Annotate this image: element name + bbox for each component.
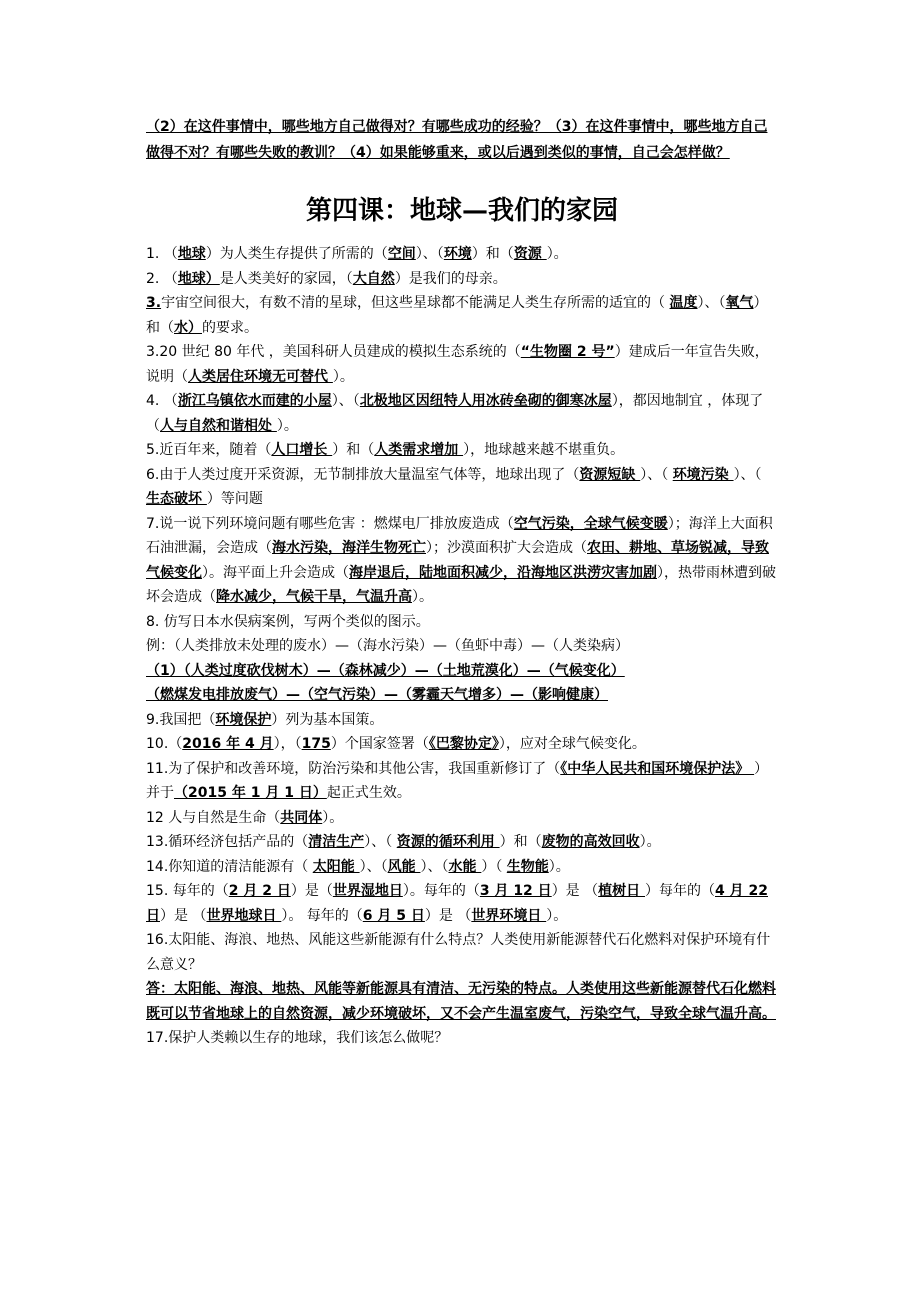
question-text: ）建成后一年宣告失败，说明（ [146,344,769,385]
question-text: ）。 [412,589,433,605]
question-text: ）是 （ [160,907,207,924]
question-text: 7.说一说下列环境问题有哪些危害 ：燃煤电厂排放废造成（ [146,515,514,532]
answer-text: 人类需求增加 [374,442,464,458]
question-text: ）是我们的母亲。 [394,270,507,287]
question-item [146,757,778,806]
question-text: ）、（ [331,393,360,409]
answer-text: 3. [146,295,162,311]
question-text: ）、（ [359,858,388,875]
question-text: 6.由于人类过度开采资源，无节制排放大量温室气体等，地球出现了（ [146,466,580,483]
question-text: 15. 每年的（ [146,883,229,899]
answer-text: 资源的循环利用 [396,834,500,850]
answer-text: 海水污染，海洋生物死亡 [272,540,426,556]
answer-text: 太阳能 [312,858,360,875]
question-text: ）。 [546,246,568,262]
question-item [146,610,778,635]
intro-paragraph: （2）在这件事情中，哪些地方自己做得对？有哪些成功的经验？（3）在这件事情中，哪些地方自己做得不对？有哪些失败的教训？（4）如果能够重来，或以后遇到类似的事情，自己会怎样做？ [146,119,768,161]
question-text: ）。 [639,834,661,850]
answer-text: 资源 [513,246,547,262]
answer-text: 温度 [669,295,698,311]
question-text: ），应对全球气候变化。 [498,736,646,752]
question-text: ）。 [546,907,568,924]
question-item [146,683,778,708]
answer-text: 《巴黎协定》 [428,736,499,752]
question-item [146,659,778,684]
answer-text: 人与自然和谐相处 [160,417,277,434]
answer-text: 《中华人民共和国环境保护法》 [560,760,755,777]
question-item [146,830,778,855]
question-text: ）和（ [332,442,375,458]
question-text: ）、（ [364,834,397,850]
question-text: ）、（ [733,466,762,483]
question-text: 4. （ [146,393,178,409]
answer-text: 生物能 [506,858,549,875]
answer-text: 北极地区因纽特人用冰砖垒砌的御寒冰屋 [359,393,612,409]
question-text: ）。海平面上升会造成（ [202,564,349,581]
question-item [146,242,778,267]
question-item [146,732,778,757]
answer-text: “生物圈 2 号” [520,344,615,360]
answer-text: 世界环境日 [471,907,547,924]
question-text: 9.我国把（ [146,711,216,728]
answer-text: （燃煤发电排放废气）—（空气污染）—（雾霾天气增多）—（影响健康） [146,687,608,703]
question-text: 14.你知道的清洁能源有（ [146,858,313,875]
question-item [146,1026,778,1051]
question-item [146,879,778,928]
question-text: ）和（ [471,246,514,262]
question-item [146,340,778,389]
answer-text: 地球） [177,270,220,287]
answer-text: 生态破坏 [146,491,207,507]
lesson-title: 第四课：地球—我们的家园 [305,196,618,226]
answer-text: （2015 年 1 月 1 日） [174,785,327,801]
answer-text: 水能 [448,858,482,875]
question-text: ）；海洋上大面积石油泄漏，会造成（ [146,515,773,556]
question-text: ）个国家签署（ [330,736,429,752]
question-list [146,242,778,1051]
answer-text: 废物的高效回收 [541,834,640,850]
answer-text: 175 [301,736,331,752]
question-text: ）、（ [420,858,449,875]
question-item [146,708,778,733]
question-text: ）。 [548,858,570,875]
question-text: ）为人类生存提供了所需的（ [205,246,388,262]
document-page [146,114,778,1051]
question-text: 5.近百年来，随着（ [146,442,272,458]
answer-text: （1）（人类过度砍伐树木）—（森林减少）—（土地荒漠化）—（气候变化） [146,662,625,679]
question-item [146,438,778,463]
answer-text: 大自然 [352,270,395,287]
question-text: ）、（ [415,246,444,262]
question-text: ）列为基本国策。 [271,711,384,728]
question-item [146,512,778,610]
answer-text: 2 月 2 日 [228,883,291,899]
answer-text: 环境 [443,246,472,262]
question-text: ），热带雨林遭到破坏会造成（ [146,564,776,605]
answer-text: 资源短缺 [579,466,641,483]
question-item [146,463,778,512]
answer-text: 空气污染，全球气候变暖 [513,515,668,532]
answer-text: 人口增长 [271,442,333,458]
question-item [146,267,778,292]
question-text: ）是 （ [551,883,599,899]
answer-text: 世界湿地日 [332,883,403,899]
question-item [146,977,778,1026]
answer-text: 共同体 [280,809,323,826]
answer-text: 6 月 5 日 [362,907,425,924]
question-text: ）是（ [290,883,333,899]
question-text: ）每年的（ [645,883,716,899]
question-text: 例：（人类排放未处理的废水）—（海水污染）—（鱼虾中毒）—（人类染病） [146,638,629,654]
answer-text: 人类居住环境无可替代 [188,368,333,385]
question-text: 8. 仿写日本水俣病案例，写两个类似的图示。 [146,613,430,630]
question-text: 11.为了保护和改善环境，防治污染和其他公害，我国重新修订了（ [146,760,561,777]
answer-text: 地球 [177,246,206,262]
question-text: ）、（ [640,466,673,483]
question-text: 17.保护人类赖以生存的地球，我们该怎么做呢？ [146,1030,449,1046]
question-text: ）。 [322,809,344,826]
answer-text: 2016 年 4 月 [182,736,274,752]
question-text: ）。 [276,417,298,434]
answer-text: 农田、耕地、草场锐减，导致气候变化 [146,540,769,581]
question-text: 16.太阳能、海浪、地热、风能这些新能源有什么特点？人类使用新能源替代石化燃料对保护环境有什么意义？ [146,932,771,973]
answer-text: 植树日 [598,883,646,899]
question-item [146,389,778,438]
question-item [146,634,778,659]
question-item [146,855,778,880]
answer-text: 降水减少，气候干旱，气温升高 [216,589,412,605]
answer-text: 空间 [387,246,416,262]
answer-text: 氧气 [725,295,754,311]
answer-text: 4 月 22 日 [146,883,768,924]
question-text: 宇宙空间很大，有数不清的星球，但这些星球都不能满足人类生存所需的适宜的（ [161,295,670,311]
answer-text: 答：太阳能、海浪、地热、风能等新能源具有清洁、无污染的特点。人类使用这些新能源替代石化燃料既可以节省地球上的自然资源，减少环境破坏，又不会产生温室废气，污染空气，导致全球气温升高。 [146,981,776,1022]
answer-text: 环境保护 [215,711,272,728]
question-text: 10.（ [146,736,183,752]
question-text: 是人类美好的家园，（ [219,270,353,287]
question-text: 12 人与自然是生命（ [146,809,281,826]
question-text: ）（ [481,858,507,875]
question-text: 13.循环经济包括产品的（ [146,834,309,850]
question-text: ）和（ [499,834,542,850]
answer-text: 3 月 12 日 [479,883,552,899]
question-item [146,928,778,977]
question-text: 1. （ [146,246,178,262]
question-text: ），地球越来越不堪重负。 [463,442,625,458]
question-text: ）等问题 [206,491,263,507]
question-text: 2. （ [146,270,178,287]
answer-text: 清洁生产 [308,834,365,850]
question-text: 起正式生效。 [326,785,411,801]
answer-text: 风能 [387,858,421,875]
answer-text: 海岸退后，陆地面积减少，沿海地区洪涝灾害加剧 [349,564,657,581]
question-text: ）、（ [697,295,726,311]
question-text: ）；沙漠面积扩大会造成（ [426,540,587,556]
question-text: 的要求。 [202,319,258,336]
question-item [146,291,778,340]
question-text: ）并于 [146,760,769,801]
answer-text: 水） [174,319,202,336]
answer-text: 浙江乌镇依水而建的小屋 [177,393,332,409]
question-item [146,806,778,831]
question-text: 3.20 世纪 80 年代 ，美国科研人员建成的模拟生态系统的（ [146,344,521,360]
question-text: ）是 （ [424,907,472,924]
answer-text: 世界地球日 [206,907,282,924]
answer-text: 环境污染 [672,466,734,483]
question-text: ）和（ [146,295,768,336]
question-text: ）。 [332,368,354,385]
question-text: ），（ [273,736,302,752]
question-text: ）。每年的（ [402,883,480,899]
question-text: ）。 每年的（ [281,907,363,924]
question-text: ），都因地制宜 ，体现了（ [146,393,764,434]
